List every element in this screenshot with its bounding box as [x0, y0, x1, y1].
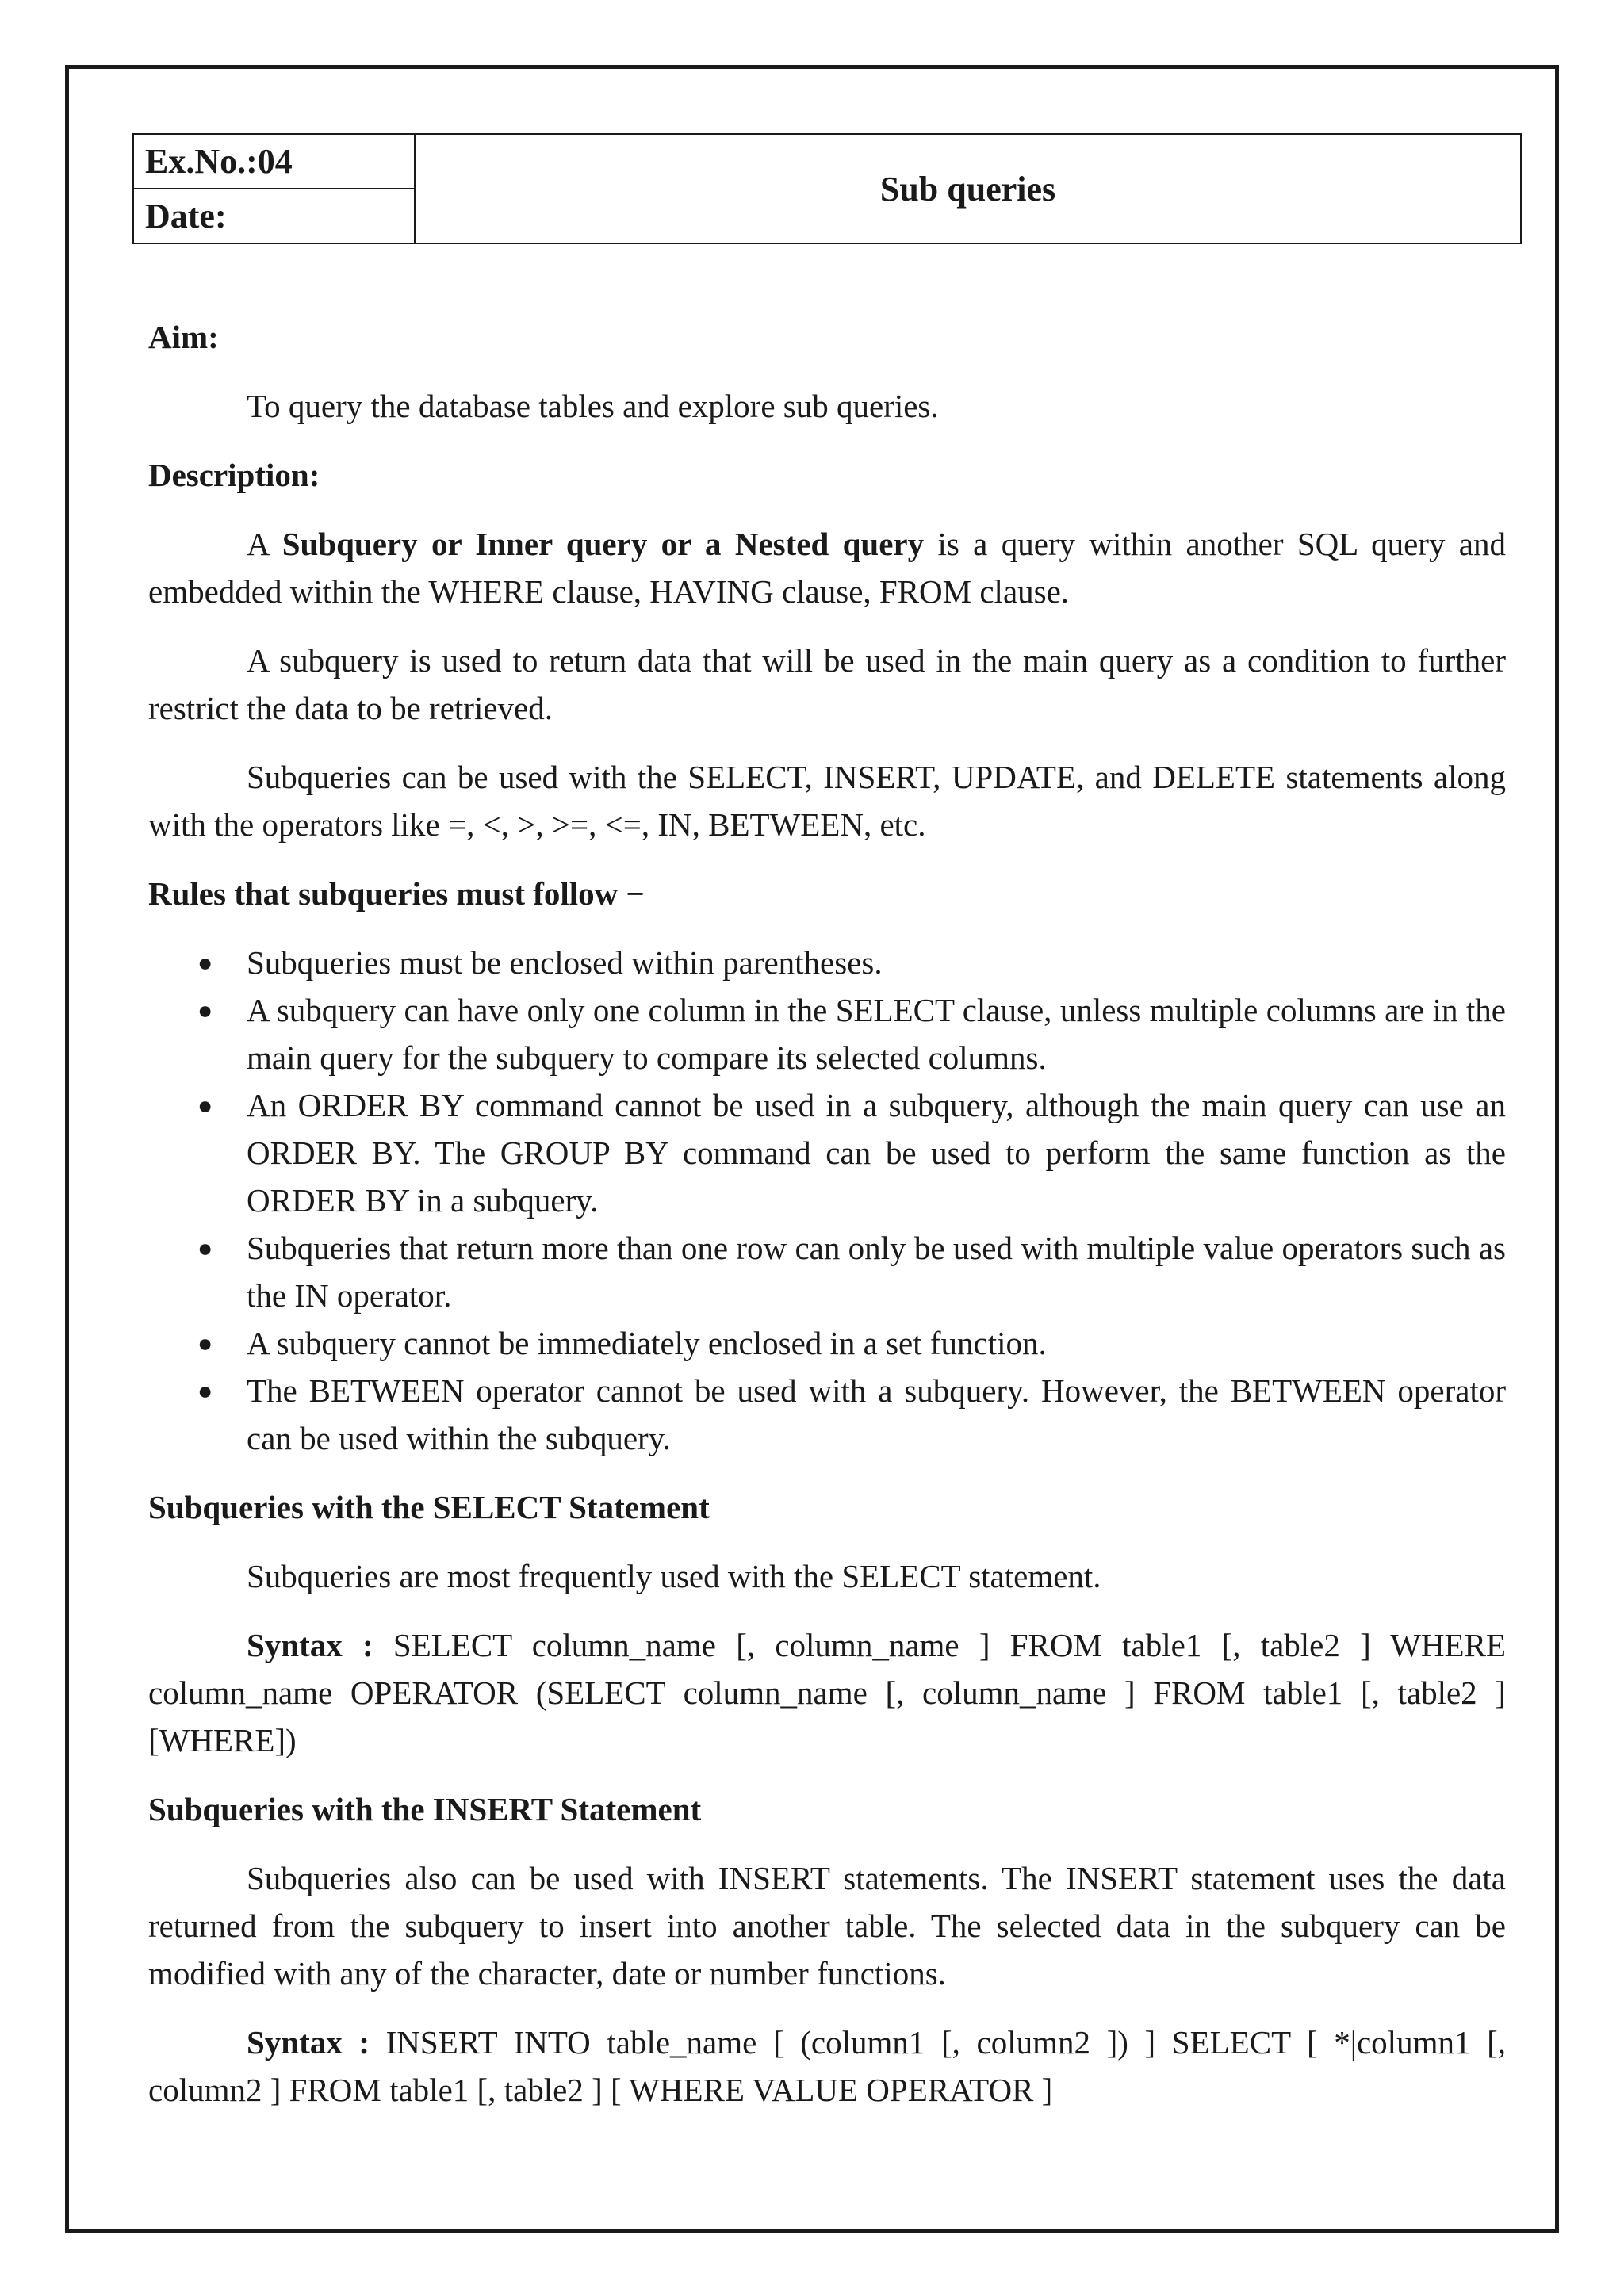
select-section-heading: Subqueries with the SELECT Statement: [148, 1489, 710, 1525]
insert-section-heading: Subqueries with the INSERT Statement: [148, 1791, 702, 1827]
subquery-definition-term: Subquery or Inner query or a Nested query: [282, 526, 925, 562]
bullet-icon: ●: [197, 1329, 213, 1357]
page-title: Sub queries: [415, 134, 1521, 243]
bullet-icon: ●: [197, 1234, 213, 1262]
header-table: [132, 133, 1522, 244]
list-item: ● Subqueries that return more than one row can only be used with multiple value operators such as the IN operator.: [148, 1224, 1506, 1319]
bullet-icon: ●: [197, 1376, 213, 1405]
bullet-icon: ●: [197, 996, 213, 1024]
ex-no-cell: Ex.No.:04: [133, 134, 415, 189]
list-item: ● An ORDER BY command cannot be used in a subquery, although the main query can use an ORDER BY. The GROUP BY command can be used to perform the same function as the ORDER BY in a subquery.: [148, 1081, 1506, 1224]
description-paragraph-3: Subqueries can be used with the SELECT, INSERT, UPDATE, and DELETE statements along with the operators like =, <, >, >=, <=, IN, BETWEEN, etc.: [148, 759, 1506, 843]
aim-text: To query the database tables and explore sub queries.: [247, 388, 939, 424]
date-cell: Date:: [133, 189, 415, 243]
select-syntax: Syntax : SELECT column_name [, column_name ] FROM table1 [, table2 ] WHERE column_name OPERATOR (SELECT column_name [, column_name ] FROM table1 [, table2 ] [WHERE]): [148, 1627, 1506, 1758]
description-paragraph-2: A subquery is used to return data that will be used in the main query as a condition to further restrict the data to be retrieved.: [148, 642, 1506, 726]
list-item: ● The BETWEEN operator cannot be used with a subquery. However, the BETWEEN operator can be used within the subquery.: [148, 1367, 1506, 1462]
insert-section-text: Subqueries also can be used with INSERT statements. The INSERT statement uses the data returned from the subquery to insert into another table. The selected data in the subquery can be modified with any of the character, date or number functions.: [148, 1860, 1506, 1992]
bullet-icon: ●: [197, 948, 213, 977]
insert-syntax-label: Syntax :: [247, 2024, 370, 2061]
list-item: ● A subquery cannot be immediately enclosed in a set function.: [148, 1319, 1506, 1367]
bullet-icon: ●: [197, 1091, 213, 1119]
description-paragraph-1: A Subquery or Inner query or a Nested query is a query within another SQL query and embedded within the WHERE clause, HAVING clause, FROM clause.: [148, 526, 1506, 610]
list-item: ● Subqueries must be enclosed within parentheses.: [148, 939, 1506, 986]
description-heading: Description:: [148, 457, 320, 493]
document-body: [148, 313, 1506, 2135]
list-item: ● A subquery can have only one column in the SELECT clause, unless multiple columns are in the main query for the subquery to compare its selected columns.: [148, 986, 1506, 1081]
aim-heading: Aim:: [148, 319, 219, 355]
rules-list: [148, 939, 1506, 1462]
select-syntax-label: Syntax :: [247, 1627, 373, 1663]
rules-heading: Rules that subqueries must follow −: [148, 875, 645, 912]
select-section-text: Subqueries are most frequently used with the SELECT statement.: [247, 1558, 1101, 1594]
insert-syntax: Syntax : INSERT INTO table_name [ (column1 [, column2 ]) ] SELECT [ *|column1 [, column2 ] FROM table1 [, table2 ] [ WHERE VALUE OPERATOR ]: [148, 2024, 1506, 2108]
